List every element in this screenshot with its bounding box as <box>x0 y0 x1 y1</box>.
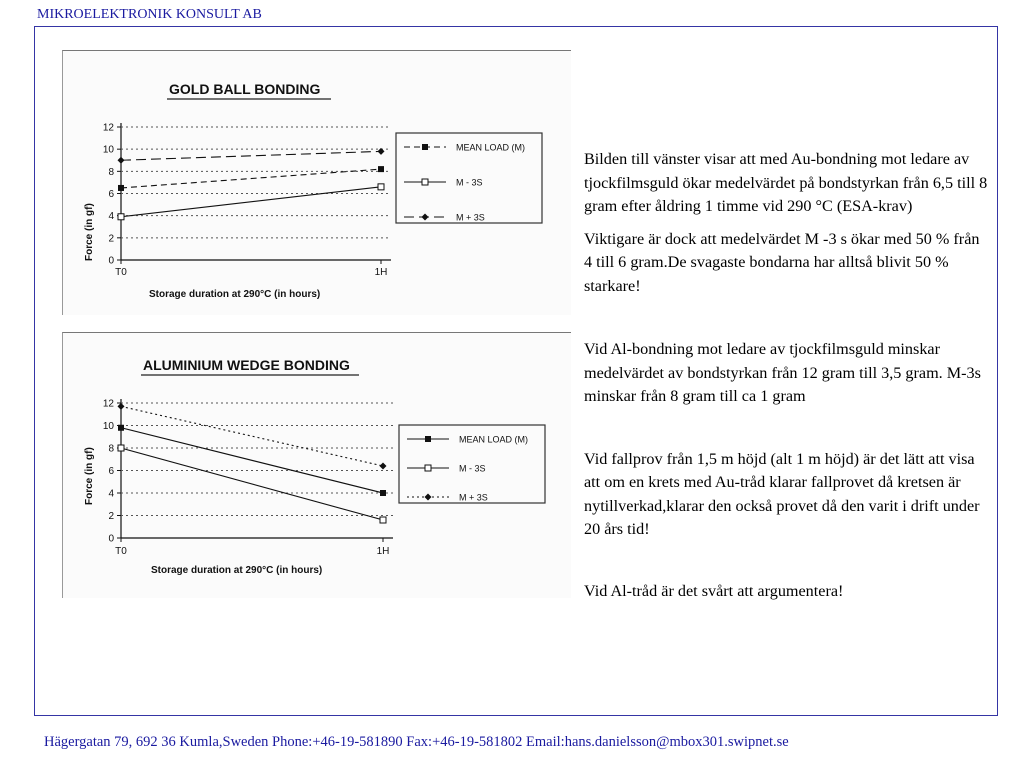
data-point <box>378 166 384 172</box>
y-tick-label: 8 <box>108 443 114 455</box>
plot-area <box>103 123 391 279</box>
y-tick-label: 4 <box>108 211 114 223</box>
y-tick-label: 12 <box>102 398 114 410</box>
y-tick-label: 10 <box>102 144 114 156</box>
legend-label: M + 3S <box>459 492 488 503</box>
legend-marker <box>422 214 429 221</box>
paragraph-drop-test: Vid fallprov från 1,5 m höjd (alt 1 m höjd) är det lätt att visa att om en krets med Au-tråd klarar fallprovet då kretsen är nytillverkad,klarar den också provet då den varit i drift under 20 års tid! <box>584 449 980 538</box>
legend-marker <box>425 436 431 442</box>
chart-title: ALUMINIUM WEDGE BONDING <box>143 357 350 373</box>
y-tick-label: 4 <box>108 488 114 500</box>
gold-ball-chart-svg <box>63 51 571 315</box>
legend-label: M - 3S <box>459 463 486 474</box>
data-point <box>380 517 386 523</box>
data-point <box>118 445 124 451</box>
y-tick-label: 2 <box>108 511 114 522</box>
explanation-text <box>584 148 989 603</box>
series-line <box>121 187 381 217</box>
data-point <box>380 490 386 496</box>
y-tick-label: 6 <box>108 189 114 200</box>
series-line <box>121 169 381 188</box>
aluminium-wedge-chart-svg <box>63 333 571 598</box>
data-point <box>118 157 125 164</box>
series-line <box>121 428 383 493</box>
legend-label: M + 3S <box>456 212 485 223</box>
data-point <box>118 403 125 410</box>
y-tick-label: 12 <box>102 122 114 134</box>
paragraph-aluminium: Vid Al-bondning mot ledare av tjockfilmsguld minskar medelvärdet av bondstyrkan från 12 gram till 3,5 gram. M-3s minskar från 8 gram till ca 1 gram <box>584 340 981 405</box>
y-tick-label: 8 <box>108 166 114 178</box>
series-line <box>121 448 383 520</box>
company-header: MIKROELEKTRONIK KONSULT AB <box>37 7 262 22</box>
x-tick-label: 1H <box>374 267 388 278</box>
y-tick-label: 10 <box>102 421 114 432</box>
x-tick-label: 1H <box>376 546 390 557</box>
paragraph-gold-mean: Bilden till vänster visar att med Au-bondning mot ledare av tjockfilmsguld ökar medelvärdet på bondstyrkan från 6,5 till 8 gram efter åldring 1 timme vid 290 °C (ESA-krav) <box>584 150 988 215</box>
x-tick-label: T0 <box>115 546 127 557</box>
y-axis-label: Force (in gf) <box>84 203 95 261</box>
legend-marker <box>422 144 428 150</box>
legend-marker <box>425 494 432 501</box>
series-line <box>121 406 383 466</box>
legend <box>396 133 542 223</box>
data-point <box>378 184 384 190</box>
plot-area <box>103 399 393 558</box>
y-axis-label: Force (in gf) <box>84 447 95 505</box>
footer-contact: Hägergatan 79, 692 36 Kumla,Sweden Phone:+46-19-581890 Fax:+46-19-581802 Email:hans.danielsson@mbox301.swipnet.se <box>44 734 789 750</box>
y-tick-label: 6 <box>108 466 114 477</box>
aluminium-wedge-bonding-chart <box>62 332 571 598</box>
legend-marker <box>422 179 428 185</box>
data-point <box>118 185 124 191</box>
legend-label: M - 3S <box>456 177 483 188</box>
legend-label: MEAN LOAD (M) <box>456 142 526 153</box>
legend-label: MEAN LOAD (M) <box>459 434 529 445</box>
y-tick-label: 2 <box>108 233 114 245</box>
data-point <box>118 214 124 220</box>
x-tick-label: T0 <box>115 267 127 278</box>
y-tick-label: 0 <box>108 255 114 267</box>
legend <box>399 425 545 503</box>
data-point <box>380 463 387 470</box>
y-tick-label: 0 <box>108 533 114 545</box>
data-point <box>378 148 385 155</box>
legend-marker <box>425 465 431 471</box>
gold-ball-bonding-chart <box>62 50 571 315</box>
chart-title: GOLD BALL BONDING <box>169 81 321 97</box>
paragraph-gold-m3s: Viktigare är dock att medelvärdet M -3 s ökar med 50 % från 4 till 6 gram.De svagaste bondarna har alltså blivit 50 % starkare! <box>584 229 980 295</box>
x-axis-label: Storage duration at 290°C (in hours) <box>151 565 323 576</box>
data-point <box>118 425 124 431</box>
series-line <box>121 151 381 160</box>
x-axis-label: Storage duration at 290°C (in hours) <box>149 289 321 300</box>
paragraph-al-wire: Vid Al-tråd är det svårt att argumentera! <box>584 581 844 600</box>
